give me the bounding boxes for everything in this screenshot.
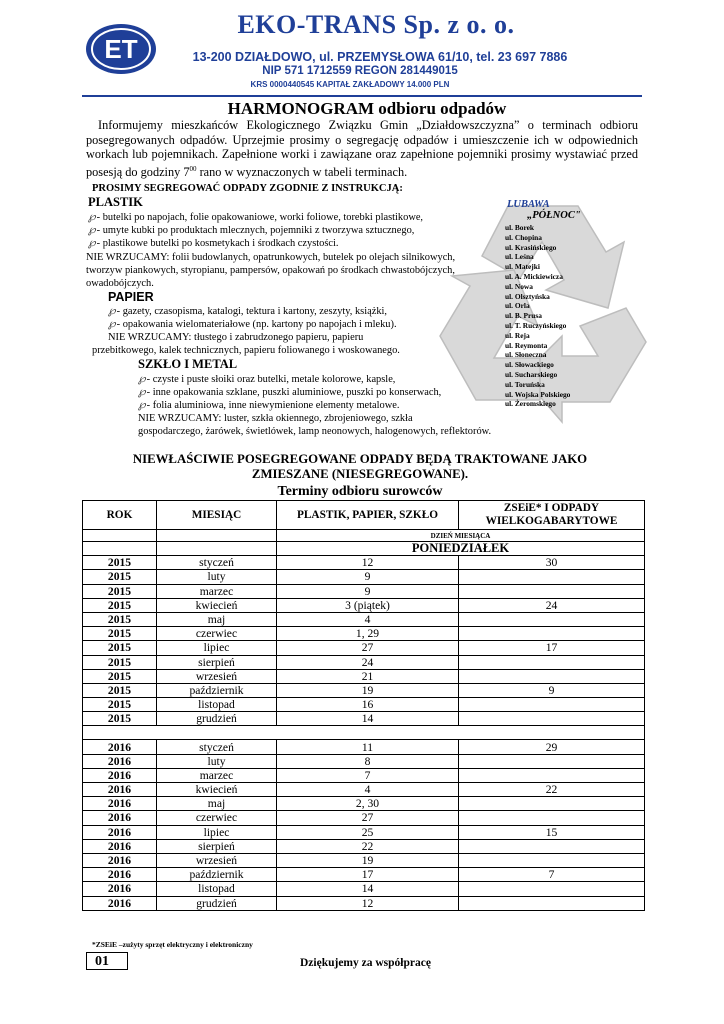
- cell-recyclables: 4: [277, 783, 459, 797]
- cell-recyclables: 27: [277, 641, 459, 655]
- cell-month: sierpień: [157, 655, 277, 669]
- street-item: ul. Chopina: [505, 232, 542, 242]
- cell-recyclables: 19: [277, 683, 459, 697]
- szklo-title: SZKŁO I METAL: [138, 357, 238, 371]
- cell-year: 2015: [83, 655, 157, 669]
- papier-no-throw-1: NIE WRZUCAMY: tłustego i zabrudzonego papieru, papieru: [108, 332, 364, 343]
- cell-month: marzec: [157, 768, 277, 782]
- cell-month: wrzesień: [157, 669, 277, 683]
- papier-title: PAPIER: [108, 290, 154, 304]
- table-row: [83, 712, 645, 726]
- header-month: MIESIĄC: [157, 501, 277, 530]
- cell-month: luty: [157, 754, 277, 768]
- leaf-icon: ℘: [138, 373, 146, 385]
- intro-text-end: rano w wyznaczonych w tabeli terminach.: [196, 164, 408, 179]
- cell-bulky: 24: [459, 598, 645, 612]
- page-title: HARMONOGRAM odbioru odpadów: [227, 99, 507, 118]
- table-row: [83, 627, 645, 641]
- cell-year: 2015: [83, 683, 157, 697]
- cell-month: kwiecień: [157, 783, 277, 797]
- cell-month: luty: [157, 570, 277, 584]
- cell-year: 2015: [83, 641, 157, 655]
- cell-recyclables: 4: [277, 612, 459, 626]
- szklo-no-throw-2: gospodarczego, żarówek, świetlówek, lamp neonowych, halogenowych, reflektorów.: [138, 426, 492, 437]
- cell-month: lipiec: [157, 825, 277, 839]
- cell-year: 2015: [83, 698, 157, 712]
- papier-item: ℘- opakowania wielomateriałowe (np. kartony po napojach i mleku).: [108, 318, 397, 330]
- cell-year: 2015: [83, 612, 157, 626]
- table-subheader-row: [83, 530, 645, 542]
- cell-month: styczeń: [157, 740, 277, 754]
- street-item: ul. Toruńska: [505, 379, 545, 389]
- company-address: 13-200 DZIAŁDOWO, ul. PRZEMYSŁOWA 61/10, tel. 23 697 7886: [192, 50, 568, 64]
- cell-year: 2015: [83, 556, 157, 570]
- cell-recyclables: 12: [277, 556, 459, 570]
- street-item: ul. Słoneczna: [505, 350, 547, 360]
- cell-month: styczeń: [157, 556, 277, 570]
- table-row: [83, 868, 645, 882]
- street-item: ul. B. Prusa: [505, 311, 542, 321]
- cell-year: 2016: [83, 754, 157, 768]
- street-item: ul. Wojska Polskiego: [505, 389, 571, 399]
- table-gap-row: [83, 726, 645, 740]
- warning-line-1: NIEWŁAŚCIWIE POSEGREGOWANE ODPADY BĘDĄ TRAKTOWANE JAKO: [132, 452, 588, 466]
- table-weekday-row: [83, 542, 645, 556]
- cell-month: grudzień: [157, 896, 277, 910]
- cell-recyclables: 16: [277, 698, 459, 712]
- cell-bulky: [459, 811, 645, 825]
- street-item: ul. Orla: [505, 301, 530, 311]
- schedule-table: [82, 500, 645, 911]
- cell-bulky: [459, 768, 645, 782]
- cell-month: grudzień: [157, 712, 277, 726]
- plastik-item: ℘- plastikowe butelki po kosmetykach i środkach czystości.: [88, 237, 339, 249]
- footnote: *ZSEiE –zużyty sprzęt elektryczny i elektroniczny: [92, 940, 253, 949]
- leaf-icon: ℘: [88, 237, 96, 249]
- company-nip-regon: NIP 571 1712559 REGON 281449015: [262, 65, 458, 77]
- cell-month: listopad: [157, 882, 277, 896]
- table-row: [83, 698, 645, 712]
- cell-year: 2016: [83, 853, 157, 867]
- plastik-item: ℘- butelki po napojach, folie opakowaniowe, worki foliowe, torebki plastikowe,: [88, 211, 424, 223]
- cell-bulky: 7: [459, 868, 645, 882]
- cell-month: czerwiec: [157, 811, 277, 825]
- papier-item: ℘- gazety, czasopisma, katalogi, tektura i kartony, zeszyty, książki,: [108, 305, 388, 317]
- cell-bulky: [459, 839, 645, 853]
- table-row: [83, 882, 645, 896]
- table-header-row: [83, 501, 645, 530]
- cell-recyclables: 14: [277, 712, 459, 726]
- cell-month: maj: [157, 612, 277, 626]
- street-item: ul. Leśna: [505, 252, 534, 262]
- cell-year: 2015: [83, 627, 157, 641]
- company-name: EKO-TRANS Sp. z o. o.: [237, 10, 515, 39]
- cell-bulky: 29: [459, 740, 645, 754]
- cell-recyclables: 3 (piątek): [277, 598, 459, 612]
- cell-recyclables: 21: [277, 669, 459, 683]
- szklo-no-throw-1: NIE WRZUCAMY: luster, szkła okiennego, zbrojeniowego, szkła: [138, 413, 413, 424]
- header-bulky: ZSEiE* I ODPADY WIELKOGABARYTOWE: [459, 501, 645, 530]
- street-item: ul. Słowackiego: [505, 360, 554, 370]
- header-recyclables: PLASTIK, PAPIER, SZKŁO: [277, 501, 459, 530]
- street-item: ul. Nowa: [505, 281, 533, 291]
- street-item: ul. Borek: [505, 223, 535, 232]
- table-row: [83, 853, 645, 867]
- cell-month: maj: [157, 797, 277, 811]
- cell-recyclables: 7: [277, 768, 459, 782]
- cell-recyclables: 9: [277, 584, 459, 598]
- cell-month: październik: [157, 868, 277, 882]
- cell-bulky: 22: [459, 783, 645, 797]
- cell-year: 2016: [83, 896, 157, 910]
- table-row: [83, 768, 645, 782]
- intro-sup: 00: [189, 164, 197, 173]
- szklo-section: [138, 373, 518, 438]
- papier-section: [108, 305, 448, 344]
- table-row: [83, 839, 645, 853]
- area-name: „PÓŁNOC": [527, 210, 581, 221]
- day-of-month-label: DZIEŃ MIESIĄCA: [277, 530, 645, 542]
- cell-bulky: [459, 698, 645, 712]
- street-item: ul. Reja: [505, 330, 530, 340]
- cell-year: 2016: [83, 882, 157, 896]
- cell-recyclables: 27: [277, 811, 459, 825]
- street-list: [505, 199, 625, 409]
- cell-bulky: [459, 584, 645, 598]
- cell-year: 2015: [83, 584, 157, 598]
- table-row: [83, 811, 645, 825]
- cell-year: 2016: [83, 768, 157, 782]
- cell-month: wrzesień: [157, 853, 277, 867]
- street-item: ul. Żeromskiego: [505, 399, 556, 409]
- table-row: [83, 797, 645, 811]
- cell-recyclables: 1, 29: [277, 627, 459, 641]
- plastik-section: [88, 211, 508, 250]
- header-year: ROK: [83, 501, 157, 530]
- street-item: ul. Matejki: [505, 262, 540, 272]
- table-row: [83, 612, 645, 626]
- cell-year: 2016: [83, 740, 157, 754]
- area-town: LUBAWA: [507, 199, 550, 210]
- szklo-item: ℘- inne opakowania szklane, puszki aluminiowe, puszki po konserwach,: [138, 386, 442, 398]
- rules-heading: PROSIMY SEGREGOWAĆ ODPADY ZGODNIE Z INSTRUKCJĄ:: [92, 183, 403, 194]
- street-item: ul. Olsztyńska: [505, 291, 550, 301]
- table-row: [83, 754, 645, 768]
- plastik-title: PLASTIK: [88, 195, 143, 209]
- leaf-icon: ℘: [88, 211, 96, 223]
- cell-bulky: 17: [459, 641, 645, 655]
- cell-month: listopad: [157, 698, 277, 712]
- cell-recyclables: 8: [277, 754, 459, 768]
- cell-year: 2015: [83, 598, 157, 612]
- cell-bulky: [459, 627, 645, 641]
- header-divider: [82, 95, 642, 97]
- cell-recyclables: 12: [277, 896, 459, 910]
- street-item: ul. Reymonta: [505, 340, 548, 350]
- table-row: [83, 683, 645, 697]
- thanks-text: Dziękujemy za współpracę: [300, 957, 431, 969]
- cell-bulky: [459, 655, 645, 669]
- cell-year: 2016: [83, 783, 157, 797]
- cell-bulky: [459, 669, 645, 683]
- street-item: ul. T. Ruczyńskiego: [505, 320, 567, 330]
- cell-bulky: [459, 612, 645, 626]
- cell-month: marzec: [157, 584, 277, 598]
- cell-month: październik: [157, 683, 277, 697]
- street-item: ul. Sucharskiego: [505, 369, 558, 379]
- cell-month: kwiecień: [157, 598, 277, 612]
- intro-paragraph: [86, 118, 638, 179]
- warning-line-2: ZMIESZANE (NIESEGREGOWANE).: [251, 467, 469, 481]
- cell-bulky: 9: [459, 683, 645, 697]
- logo-text: ET: [104, 34, 138, 64]
- cell-year: 2016: [83, 868, 157, 882]
- table-row: [83, 669, 645, 683]
- cell-bulky: 30: [459, 556, 645, 570]
- street-item: ul. Krasińskiego: [505, 242, 557, 252]
- cell-recyclables: 19: [277, 853, 459, 867]
- plastik-item: ℘- umyte kubki po produktach mlecznych, pojemniki z tworzywa sztucznego,: [88, 224, 415, 236]
- plastik-no-throw: NIE WRZUCAMY: folii budowlanych, opatrunkowych, butelek po olejach silnikowych, tworzyw piankowych, styropianu, pampersów, opakowań po środkach chwastobójczych, owadobójczych.: [86, 252, 456, 289]
- cell-month: lipiec: [157, 641, 277, 655]
- table-row: [83, 584, 645, 598]
- cell-recyclables: 2, 30: [277, 797, 459, 811]
- table-title: Terminy odbioru surowców: [277, 484, 443, 499]
- cell-year: 2016: [83, 797, 157, 811]
- cell-bulky: [459, 882, 645, 896]
- company-krs: KRS 0000440545 KAPITAŁ ZAKŁADOWY 14.000 PLN: [250, 80, 450, 89]
- table-row: [83, 570, 645, 584]
- szklo-item: ℘- czyste i puste słoiki oraz butelki, metale kolorowe, kapsle,: [138, 373, 396, 385]
- cell-bulky: [459, 712, 645, 726]
- leaf-icon: ℘: [138, 399, 146, 411]
- cell-year: 2016: [83, 839, 157, 853]
- leaf-icon: ℘: [108, 305, 116, 317]
- cell-recyclables: 17: [277, 868, 459, 882]
- intro-text: Informujemy mieszkańców Ekologicznego Związku Gmin „Działdowszczyzna” o terminach odbioru posegregowanych odpadów. Uprzejmie prosimy o segregację odpadów i umieszczenie ich w odpowiednich workach lub pojemnikach. Zapełnione worki i zawiązane oraz zapełnione pojemniki prosimy wystawiać przed posesją do godziny 7: [86, 118, 638, 179]
- cell-recyclables: 11: [277, 740, 459, 754]
- cell-year: 2016: [83, 811, 157, 825]
- leaf-icon: ℘: [138, 386, 146, 398]
- table-row: [83, 556, 645, 570]
- street-item: ul. A. Mickiewicza: [505, 271, 563, 281]
- cell-year: 2015: [83, 712, 157, 726]
- warning-text: [90, 452, 630, 482]
- table-row: [83, 641, 645, 655]
- table-row: [83, 783, 645, 797]
- company-logo: [84, 22, 158, 76]
- cell-bulky: [459, 797, 645, 811]
- cell-year: 2015: [83, 570, 157, 584]
- page-number: 01: [86, 952, 128, 970]
- leaf-icon: ℘: [88, 224, 96, 236]
- cell-bulky: [459, 896, 645, 910]
- cell-recyclables: 22: [277, 839, 459, 853]
- cell-year: 2016: [83, 825, 157, 839]
- cell-month: sierpień: [157, 839, 277, 853]
- cell-bulky: [459, 570, 645, 584]
- weekday-label: PONIEDZIAŁEK: [277, 542, 645, 556]
- cell-recyclables: 14: [277, 882, 459, 896]
- cell-recyclables: 9: [277, 570, 459, 584]
- table-row: [83, 896, 645, 910]
- leaf-icon: ℘: [108, 318, 116, 330]
- cell-recyclables: 25: [277, 825, 459, 839]
- szklo-item: ℘- folia aluminiowa, inne niewymienione elementy metalowe.: [138, 399, 400, 411]
- table-row: [83, 740, 645, 754]
- cell-year: 2015: [83, 669, 157, 683]
- table-row: [83, 825, 645, 839]
- table-row: [83, 655, 645, 669]
- cell-bulky: [459, 853, 645, 867]
- cell-month: czerwiec: [157, 627, 277, 641]
- cell-recyclables: 24: [277, 655, 459, 669]
- cell-bulky: 15: [459, 825, 645, 839]
- table-row: [83, 598, 645, 612]
- cell-bulky: [459, 754, 645, 768]
- papier-no-throw-2: przebitkowego, kalek technicznych, papieru foliowanego i woskowanego.: [92, 345, 400, 356]
